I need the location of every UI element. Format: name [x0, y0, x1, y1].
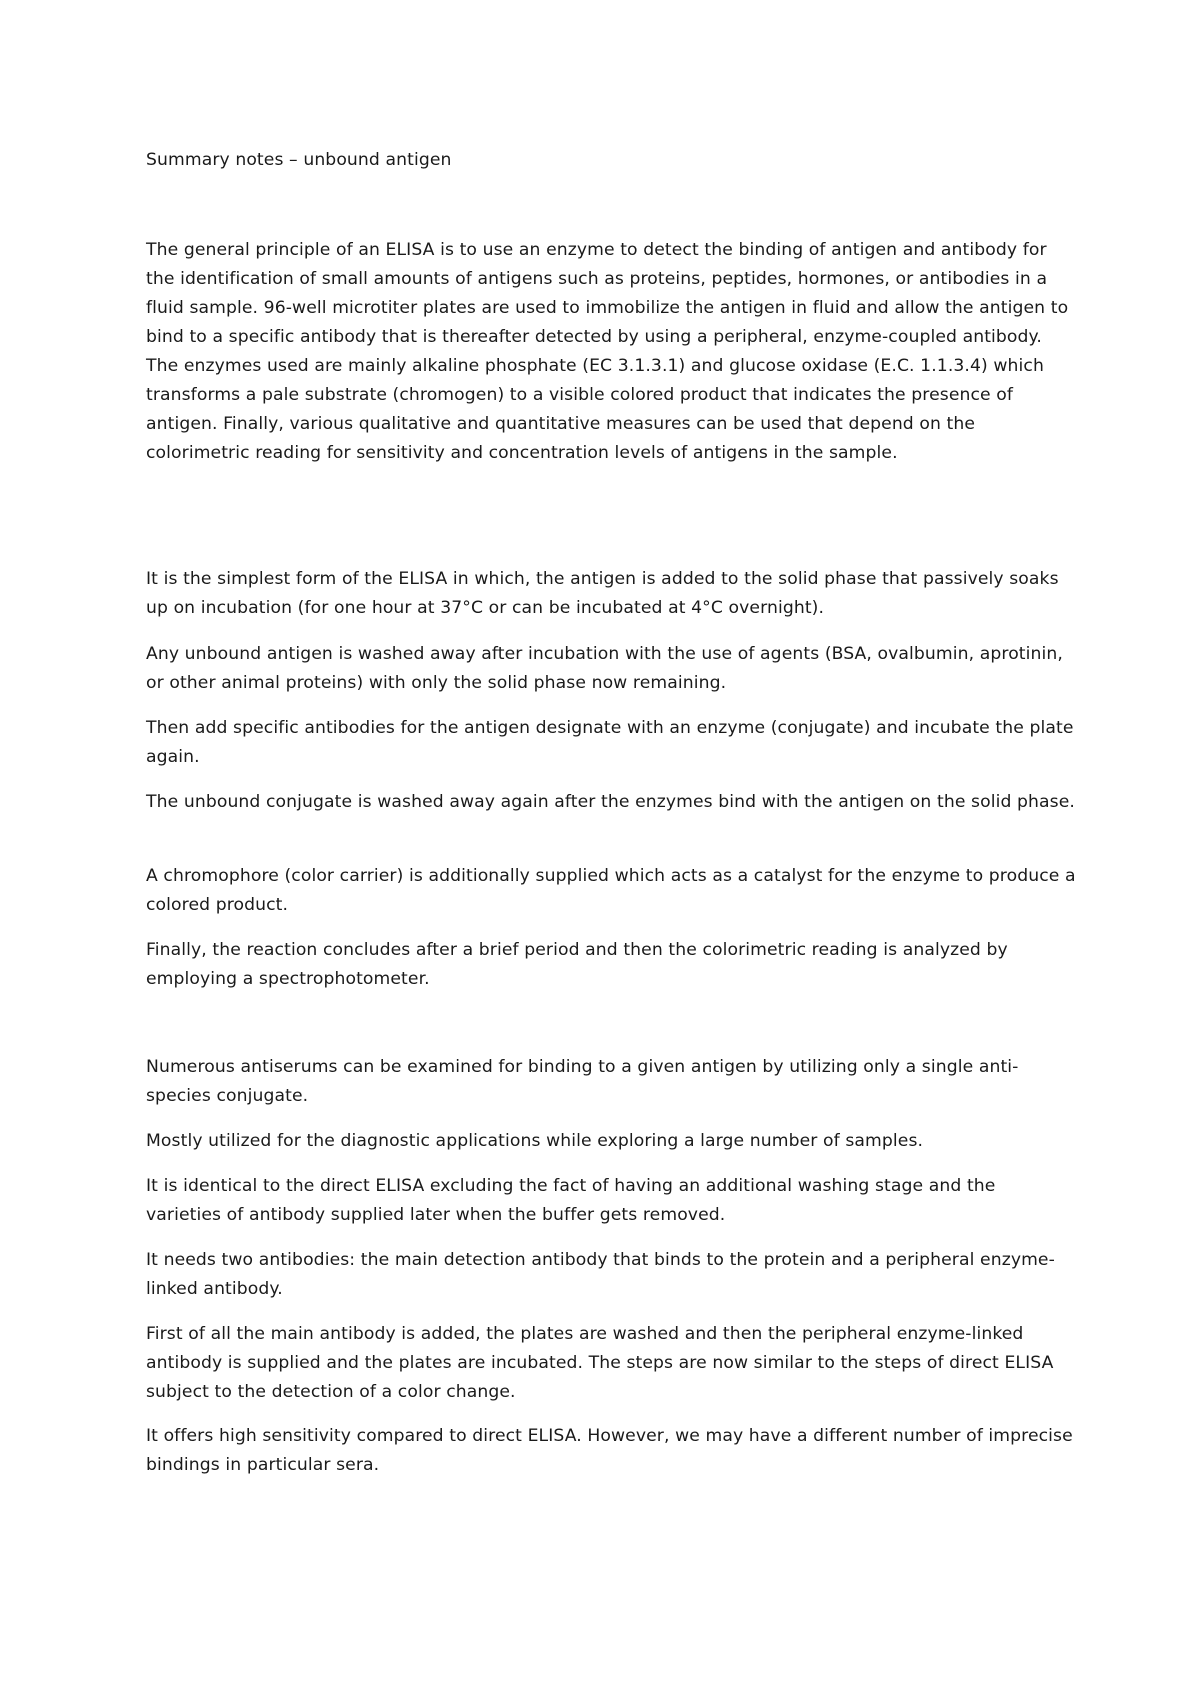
paragraph-identical-to-direct: It is identical to the direct ELISA excluding the fact of having an additional washing stage and the varieties of antibody supplied later when the buffer gets removed.	[146, 1176, 996, 1225]
paragraph-add-conjugate: Then add specific antibodies for the antigen designate with an enzyme (conjugate) and incubate the plate again.	[146, 718, 1074, 767]
paragraph-antiserums: Numerous antiserums can be examined for binding to a given antigen by utilizing only a single anti-species conjugate.	[146, 1057, 1019, 1106]
paragraph-procedure-steps: First of all the main antibody is added, the plates are washed and then the peripheral enzyme-linked antibody is supplied and the plates are incubated. The steps are now similar to the steps of direct ELISA subject to the detection of a color change.	[146, 1324, 1054, 1402]
paragraph-elisa-principle: The general principle of an ELISA is to use an enzyme to detect the binding of antigen and antibody for the identification of small amounts of antigens such as proteins, peptides, hormones, or antibodies in a fluid sample. 96-well microtiter plates are used to immobilize the antigen in fluid and allow the antigen to bind to a specific antibody that is thereafter detected by using a peripheral, enzyme-coupled antibody. The enzymes used are mainly alkaline phosphate (EC 3.1.3.1) and glucose oxidase (E.C. 1.1.3.4) which transforms a pale substrate (chromogen) to a visible colored product that indicates the presence of antigen. Finally, various qualitative and quantitative measures can be used that depend on the colorimetric reading for sensitivity and concentration levels of antigens in the sample.	[146, 240, 1069, 463]
document-title: Summary notes – unbound antigen	[146, 150, 452, 170]
paragraph-simplest-form: It is the simplest form of the ELISA in which, the antigen is added to the solid phase that passively soaks up on incubation (for one hour at 37°C or can be incubated at 4°C overnight).	[146, 569, 1059, 618]
paragraph-diagnostic-applications: Mostly utilized for the diagnostic applications while exploring a large number of samples.	[146, 1131, 924, 1151]
paragraph-chromophore: A chromophore (color carrier) is additionally supplied which acts as a catalyst for the enzyme to produce a colored product.	[146, 866, 1076, 915]
paragraph-two-antibodies: It needs two antibodies: the main detection antibody that binds to the protein and a peripheral enzyme-linked antibody.	[146, 1250, 1055, 1299]
paragraph-unbound-antigen-wash: Any unbound antigen is washed away after incubation with the use of agents (BSA, ovalbumin, aprotinin, or other animal proteins) with only the solid phase now remaining.	[146, 644, 1063, 693]
paragraph-conjugate-wash: The unbound conjugate is washed away again after the enzymes bind with the antigen on the solid phase.	[146, 792, 1075, 812]
paragraph-spectrophotometer: Finally, the reaction concludes after a brief period and then the colorimetric reading is analyzed by employing a spectrophotometer.	[146, 940, 1008, 989]
paragraph-sensitivity: It offers high sensitivity compared to direct ELISA. However, we may have a different number of imprecise bindings in particular sera.	[146, 1426, 1073, 1475]
